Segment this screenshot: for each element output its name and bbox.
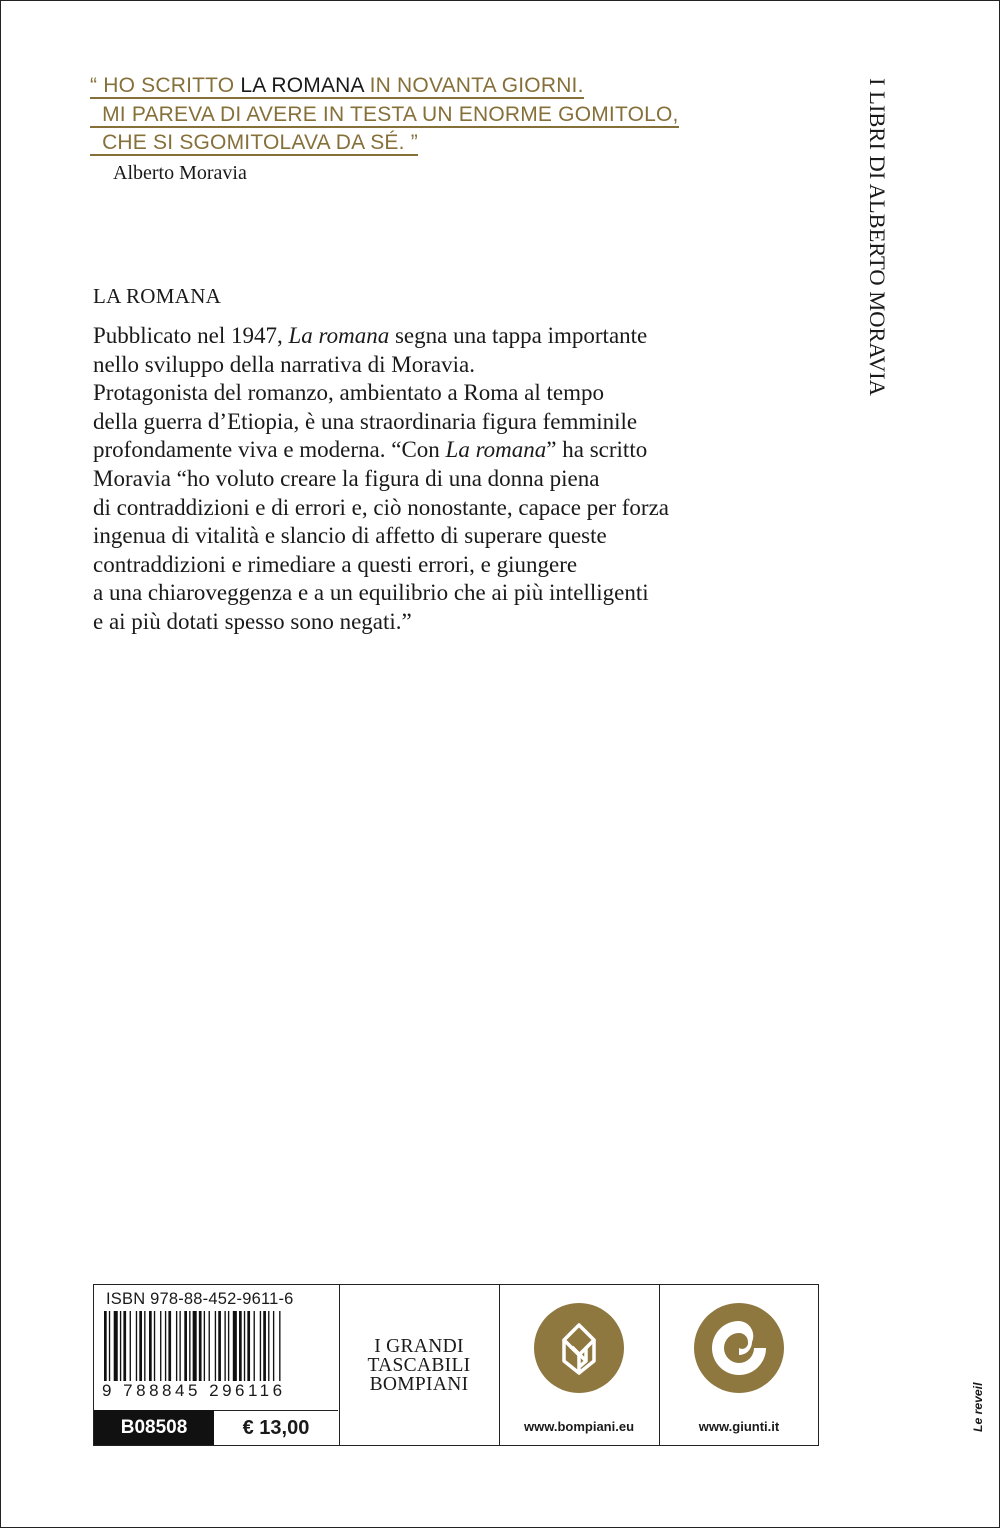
cover-credits-vertical — [946, 832, 985, 1432]
blurb — [93, 322, 833, 637]
blurb-italic: La romana — [288, 323, 390, 348]
bompiani-logo-icon — [534, 1303, 624, 1393]
blurb-text: Pubblicato nel 1947, — [93, 323, 289, 348]
blurb-line: nello sviluppo della narrativa di Moravia. — [93, 351, 475, 377]
series-title: I LIBRI DI ALBERTO MORAVIA — [865, 78, 890, 396]
author-quote — [90, 72, 679, 158]
series-logo-line: TASCABILI — [367, 1355, 471, 1376]
giunti-logo-icon — [694, 1303, 784, 1393]
isbn: ISBN 978-88-452-9611-6 — [106, 1290, 294, 1308]
blurb-text: profondamente viva e moderna. “Con — [93, 437, 446, 463]
blurb-line: Moravia “ho voluto creare la figura di una donna piena — [93, 465, 600, 491]
bompiani-cell — [499, 1285, 660, 1445]
quote-book-title: LA ROMANA — [240, 74, 364, 97]
giunti-cell — [659, 1285, 819, 1445]
blurb-line: e ai più dotati spesso sono negati.” — [93, 608, 412, 634]
series-logo-line: I GRANDI — [374, 1336, 464, 1357]
blurb-text: ” ha scritto — [546, 437, 648, 463]
quote-line-1 — [90, 72, 679, 101]
quote-line-2 — [90, 101, 679, 130]
bompiani-website[interactable]: www.bompiani.eu — [523, 1419, 635, 1434]
series-logo-cell — [339, 1285, 500, 1445]
series-logo-line: BOMPIANI — [369, 1374, 469, 1395]
quote-text: IN NOVANTA GIORNI. — [363, 74, 584, 97]
barcode-number: 9 788845 296116 — [102, 1381, 286, 1400]
blurb-line: contraddizioni e rimediare a questi errori, e giungere — [93, 551, 578, 577]
blurb-line: a una chiaroveggenza e a un equilibrio che ai più intelligenti — [93, 580, 649, 606]
blurb-line: di contraddizioni e di errori e, ciò nonostante, capace per forza — [93, 494, 670, 520]
quote-text: MI PAREVA DI AVERE IN TESTA UN ENORME GOMITOLO, — [90, 102, 679, 126]
blurb-line — [93, 322, 833, 351]
blurb-text: segna una tappa importante — [389, 323, 648, 348]
blurb-italic: La romana — [445, 437, 547, 463]
catalog-code: B08508 — [94, 1410, 214, 1445]
bottom-panel — [93, 1284, 819, 1446]
cover-credits — [971, 1383, 985, 1432]
series-title-vertical — [865, 78, 908, 418]
quote-line-3 — [90, 129, 679, 158]
price: € 13,00 — [214, 1410, 338, 1445]
credits-italic: Le reveil — [971, 1382, 985, 1432]
blurb-line: ingenua di vitalità e slancio di affetto di superare queste — [93, 523, 607, 549]
book-title: LA ROMANA — [93, 284, 222, 308]
barcode-icon — [102, 1311, 332, 1381]
quote-author: Alberto Moravia — [113, 162, 247, 184]
giunti-website[interactable]: www.giunti.it — [698, 1419, 780, 1434]
barcode-cell — [94, 1285, 340, 1445]
series-logo — [339, 1337, 499, 1394]
blurb-line — [93, 436, 833, 465]
blurb-line: della guerra d’Etiopia, è una straordinaria figura femminile — [93, 408, 638, 434]
quote-text: “ HO SCRITTO — [90, 74, 241, 97]
quote-text: CHE SI SGOMITOLAVA DA SÉ. ” — [90, 131, 418, 154]
blurb-line: Protagonista del romanzo, ambientato a Roma al tempo — [93, 380, 604, 406]
